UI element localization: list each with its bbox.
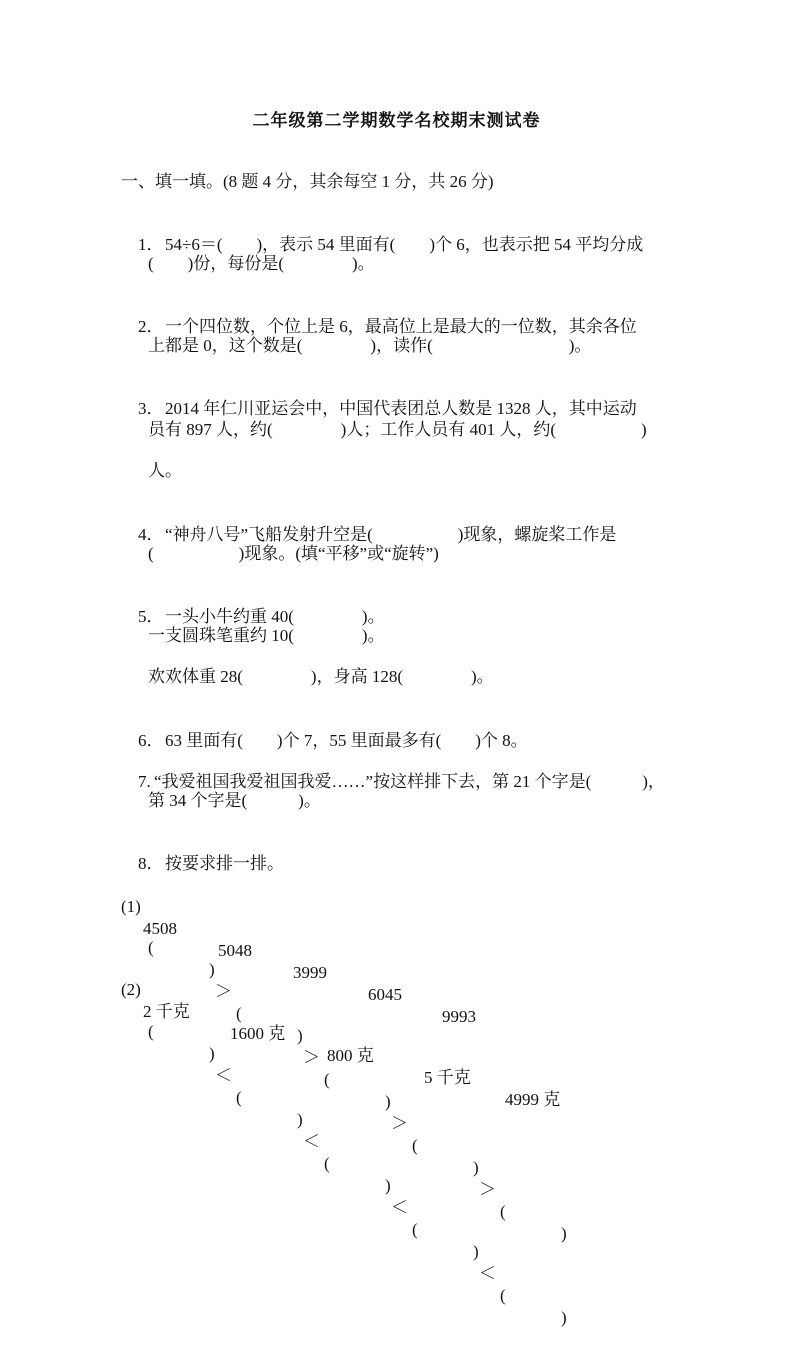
operator: ＞	[391, 1114, 408, 1133]
question-text: 按要求排一排。	[165, 854, 284, 873]
sort-item: 2 千克	[143, 1002, 190, 1021]
operator: ＜	[215, 1066, 232, 1085]
question-number: 5．	[138, 607, 164, 626]
question-text: 54÷6＝( )，表示 54 里面有( )个 6，也表示把 54 平均分成	[165, 235, 644, 254]
question-text: 一头小牛约重 40( )。	[165, 607, 385, 626]
sort-task-label: (2)	[121, 980, 141, 999]
question-4-line-2: ( )现象。(填“平移”或“旋转”)	[148, 544, 439, 563]
operator: ＜	[479, 1264, 496, 1283]
operator: ＜	[303, 1132, 320, 1151]
blank-open: (	[324, 1154, 330, 1173]
question-number: 1．	[138, 235, 164, 254]
sort-item: 3999	[293, 963, 327, 982]
sort-item: 9993	[442, 1007, 476, 1026]
question-number: 2．	[138, 317, 164, 336]
exam-title: 二年级第二学期数学名校期末测试卷	[252, 111, 541, 130]
sort-item: 5048	[218, 941, 252, 960]
question-2-line-2: 上都是 0，这个数是( )，读作( )。	[148, 336, 592, 355]
blank-close: )	[209, 960, 215, 979]
question-7-line-2: 第 34 个字是( )。	[148, 791, 321, 810]
sort-item: 5 千克	[424, 1068, 471, 1087]
operator: ＜	[391, 1198, 408, 1217]
question-text: 一个四位数，个位上是 6，最高位上是最大的一位数，其余各位	[165, 317, 637, 336]
question-text: 2014 年仁川亚运会中，中国代表团总人数是 1328 人，其中运动	[165, 399, 637, 418]
operator: ＞	[215, 982, 232, 1001]
blank-open: (	[236, 1088, 242, 1107]
question-number: 3．	[138, 399, 164, 418]
operator: ＞	[479, 1180, 496, 1199]
blank-close: )	[473, 1158, 479, 1177]
question-3-line-2: 员有 897 人，约( )人；工作人员有 401 人，约( )	[148, 420, 647, 439]
sort-item: 4999 克	[505, 1090, 561, 1109]
blank-close: )	[473, 1242, 479, 1261]
sort-item: 4508	[143, 919, 177, 938]
blank-close: )	[385, 1092, 391, 1111]
question-number: 7.	[138, 772, 151, 791]
sort-item: 1600 克	[230, 1024, 286, 1043]
blank-close: )	[561, 1224, 567, 1243]
sort-task-label: (1)	[121, 897, 141, 916]
question-number: 4．	[138, 525, 164, 544]
blank-open: (	[500, 1286, 506, 1305]
blank-open: (	[148, 938, 154, 957]
question-text: “我爱祖国我爱祖国我爱……”按这样排下去，第 21 个字是( )，	[154, 772, 665, 791]
blank-close: )	[561, 1308, 567, 1327]
blank-close: )	[297, 1026, 303, 1045]
question-text: “神舟八号”飞船发射升空是( )现象，螺旋桨工作是	[165, 525, 617, 544]
blank-close: )	[297, 1110, 303, 1129]
blank-close: )	[385, 1176, 391, 1195]
operator: ＞	[303, 1048, 320, 1067]
blank-open: (	[412, 1136, 418, 1155]
question-number: 6．	[138, 731, 164, 750]
question-5-line-3: 欢欢体重 28( )，身高 128( )。	[148, 667, 494, 686]
blank-open: (	[500, 1202, 506, 1221]
question-1-line-2: ( )份，每份是( )。	[148, 254, 375, 273]
sort-item: 6045	[368, 985, 402, 1004]
blank-open: (	[148, 1022, 154, 1041]
blank-close: )	[209, 1044, 215, 1063]
question-3-line-3: 人。	[148, 461, 182, 480]
question-text: 63 里面有( )个 7，55 里面最多有( )个 8。	[165, 731, 528, 750]
blank-open: (	[236, 1004, 242, 1023]
question-5-line-2: 一支圆珠笔重约 10( )。	[148, 626, 385, 645]
blank-open: (	[412, 1220, 418, 1239]
section-heading: 一、填一填。(8 题 4 分，其余每空 1 分，共 26 分)	[121, 172, 494, 191]
blank-open: (	[324, 1070, 330, 1089]
question-number: 8．	[138, 854, 164, 873]
sort-item: 800 克	[327, 1046, 374, 1065]
